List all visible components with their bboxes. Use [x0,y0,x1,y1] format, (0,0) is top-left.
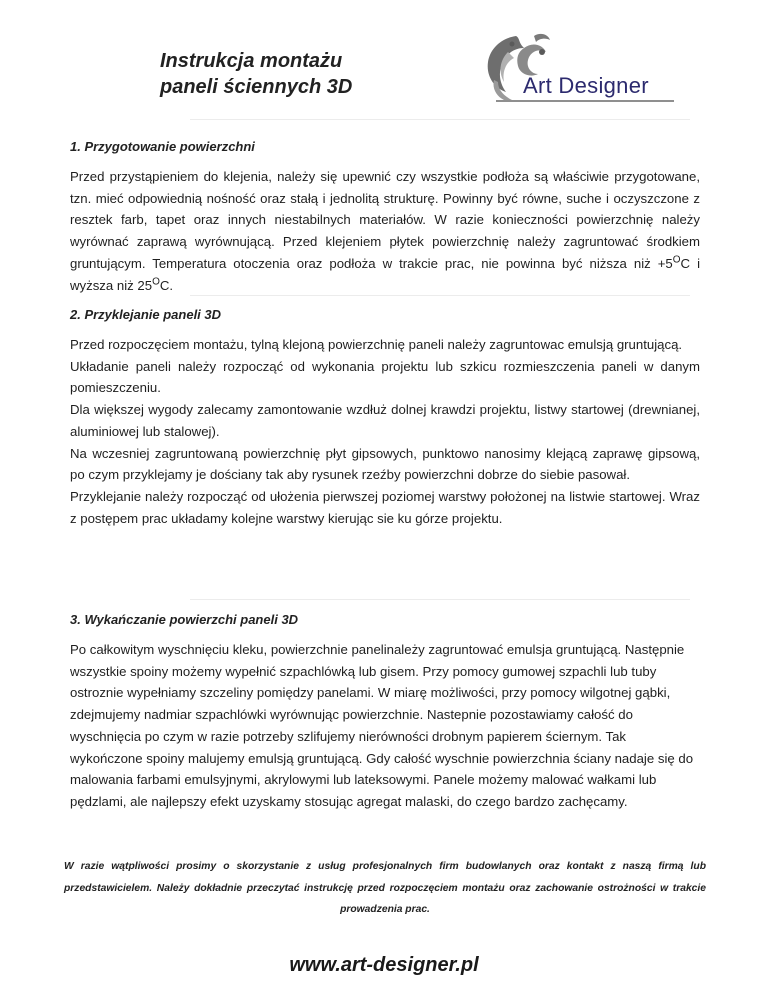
footer-note: W razie wątpliwości prosimy o skorzystanie z usług profesjonalnych firm budowlanych oraz kontakt z naszą firmą lub przedstawicielem. Należy dokładnie przeczytać instrukcję przed rozpoczęciem montażu oraz zachowanie ostrożności w trakcie prowadzenia prac. [64,861,706,915]
divider [190,599,690,600]
paragraph-text: C i wyższa niż 25 [70,255,700,293]
divider [190,295,690,296]
title-line-2: paneli ściennych 3D [160,76,353,98]
section-title: 3. Wykańczanie powierzchi paneli 3D [70,612,299,627]
paragraph-text: Przed przystąpieniem do klejenia, należy się upewnić czy wszystkie podłoża są właściwie przygotowane, tzn. mieć odpowiednią nośność oraz stałą i jednolitą strukturę. Powinny być równe, suche i oczyszczone z resztek farb, tapet oraz innych niestabilnych materiałów. W razie konieczności powierzchnię należy wyrównać zaprawą wyrównującą. Przed klejeniem płytek powierzchnię należy zagruntować środkiem gruntującym. Temperatura otoczenia oraz podłoża w trakcie prac, nie powinna być niższa niż +5 [70,169,700,271]
section-paragraph: Układanie paneli należy rozpocząć od wykonania projektu lub szkicu rozmieszczenia paneli w danym pomieszczeniu. [70,358,700,396]
paragraph-text: C. [159,277,174,293]
section-gluing [70,306,700,529]
title-line-1: Instrukcja montażu [160,50,343,72]
section-title: 2. Przyklejanie paneli 3D [70,307,222,322]
section-finishing [70,611,700,813]
website-link[interactable]: www.art-designer.pl [289,954,479,976]
section-title: 1. Przygotowanie powierzchni [70,139,255,154]
section-paragraph: Przed rozpoczęciem montażu, tylną klejoną powierzchnię paneli należy zagruntowac emulsją gruntującą. [70,337,683,352]
degree-symbol: O [152,276,160,288]
document-title [160,48,352,100]
section-preparation [70,138,700,296]
section-paragraph: Po całkowitym wyschnięciu kleku, powierzchnie panelinależy zagruntować emulsja gruntującą. Następnie wszystkie spoiny możemy wypełnić szpachlówką lub gisem. Przy pomocy gumowej szpachli lub tuby ostroznie wypełniamy szczeliny pomiędzy panelami. W miarę możliwości, przy pomocy wilgotnej gąbki, zdejmujemy nadmiar szpachlówki wyrównując powierzchnie. Nastepnie pozostawiamy całość do wyschnięcia po czym w razie potrzeby szlifujemy nierówności drobnym papierem ściernym. Tak wykończone spoiny malujemy emulsją gruntującą. Gdy całość wyschnie powierzchnia ściany nadaje się do malowania farbami emulsyjnymi, akrylowymi lub lateksowymi. Panele możemy malować wałkami lub pędzlami, ale najlepszy efekt uzyskamy stosując agregat malaski, do czego bardzo zachęcamy. [70,642,694,809]
divider [190,119,690,120]
degree-symbol: O [672,254,681,266]
brand-logo [478,30,678,106]
logo-text: Art Designer [523,73,649,98]
section-paragraph: Na wczesniej zagruntowaną powierzchnię płyt gipsowych, punktowo nanosimy klejącą zaprawę gipsową, po czym przyklejamy je dościany tak aby rysunek rzeźby powierzchni dobrze do siebie pasował. [70,445,700,483]
section-paragraph [70,166,700,296]
section-paragraph: Dla większej wygody zalecamy zamontowanie wzdłuż dolnej krawdzi projektu, listwy startowej (drewnianej, aluminiowej lub stalowej). [70,402,700,439]
section-paragraph: Przyklejanie należy rozpocząć od ułożenia pierwszej poziomej warstwy położonej na listwie startowej. Wraz z postępem prac układamy kolejne warstwy kierując sie ku górze projektu. [70,488,700,526]
